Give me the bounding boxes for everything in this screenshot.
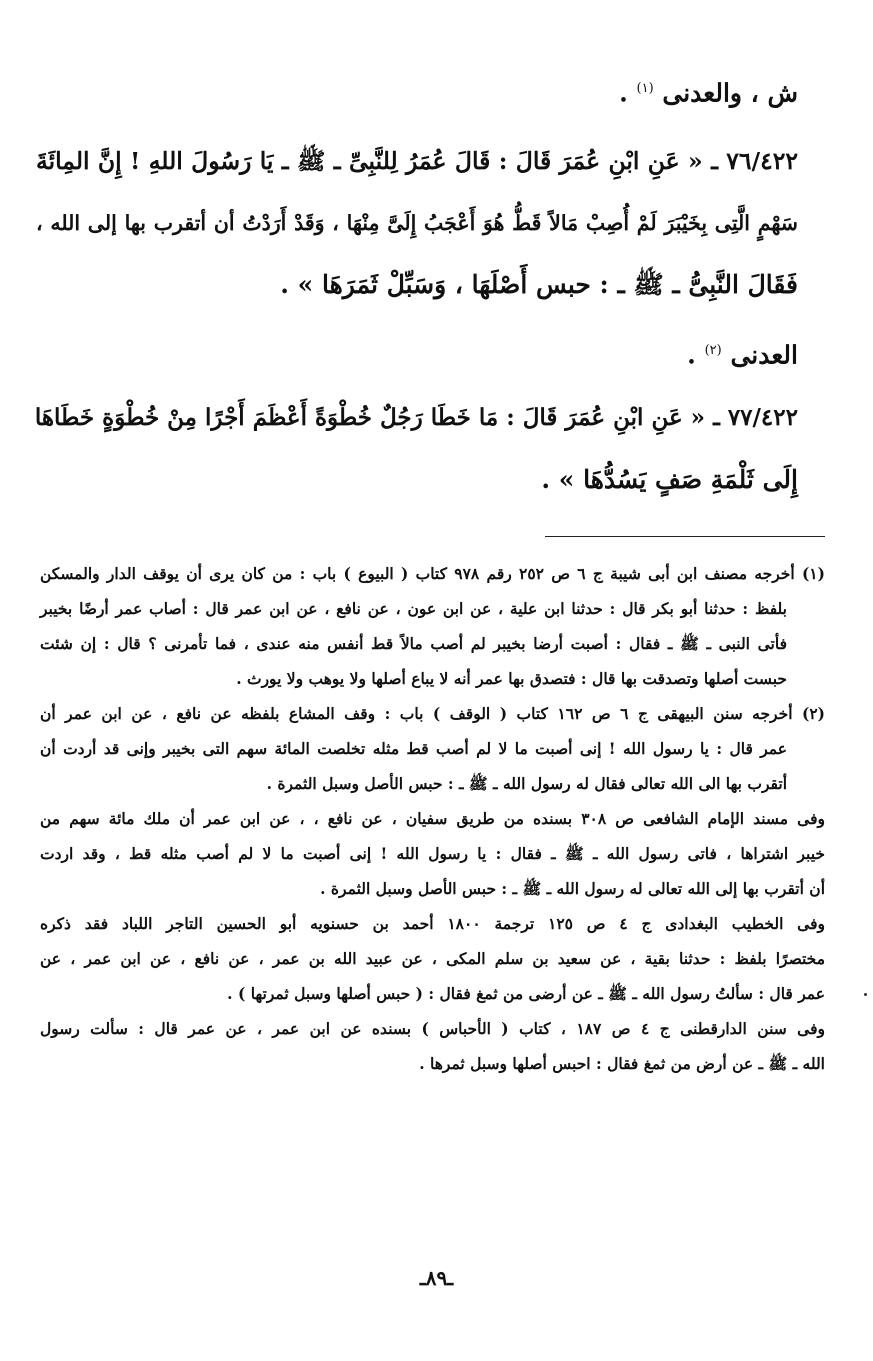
footnote-line: الله ـ ﷺ ـ عن أرض من ثمغ فقال : احبس أصلها وسبل ثمرها . (419, 1054, 825, 1073)
source-line-2-end: . (687, 340, 696, 370)
footnote-line: وفى مسند الإمام الشافعى ص ٣٠٨ بسنده من طريق سفيان ، عن نافع ، ، عن ابن عمر أن ملك مائة سهم من (40, 809, 825, 828)
footnotes (40, 556, 825, 1081)
footnote-ref-2: (٢) (704, 343, 722, 359)
source-line-2 (36, 320, 798, 386)
hadith-76-line: ٧٦/٤٢٢ ـ « عَنِ ابْنِ عُمَرَ قَالَ : قَالَ عُمَرُ لِلنَّبِىِّ ـ ﷺ ـ يَا رَسُولَ اللهِ ! إِنَّ المِائَةَ (36, 147, 798, 176)
hadith-77 (36, 387, 798, 511)
scan-speck (864, 993, 867, 996)
footnote-shafii (40, 801, 825, 906)
hadith-76-line: سَهْمٍ الَّتِى بِخَيْبَرَ لَمْ أُصِبْ مَالاً قَطُّ هُوَ أَعْجَبُ إِلَىَّ مِنْهَا ، وَقَدْ أَرَدْتُ أن أتقرب بها إلى الله ، (36, 211, 798, 236)
main-text (36, 58, 798, 511)
footnote-line: مختصرًا بلفظ : حدثنا بقية ، عن سعيد بن سلم المكى ، عن عبيد الله بن عمر ، عن نافع ، عن ابن عمر ، عن (40, 949, 825, 968)
footnote-line: عمر قال : يا رسول الله ! إنى أصبت ما لا لم أصب قط مثله تخلصت المائة سهم التى بخيبر وإنى قد أردت أن (40, 739, 788, 758)
hadith-77-line: ٧٧/٤٢٢ ـ « عَنِ ابْنِ عُمَرَ قَالَ : مَا خَطَا رَجُلٌ خُطْوَةً أَعْظَمَ أَجْرًا مِنْ خُطْوَةٍ خَطَاهَا (34, 403, 798, 431)
source-line-2-text: العدنى (730, 340, 798, 370)
footnote-line: عمر قال : سألتُ رسول الله ـ ﷺ ـ عن أرضى من ثمغ فقال : ( حبس أصلها وسبل ثمرتها ) . (227, 984, 825, 1003)
footnote-line: حبست أصلها وتصدقت بها قال : فتصدق بها عمر أنه لا يباع أصلها ولا يوهب ولا يورث . (236, 669, 787, 688)
footnote-line: خيبر اشتراها ، فاتى رسول الله ـ ﷺ ـ فقال : يا رسول الله ! إنى أصبت ما لا لم أصب مثله قط ، وقد اردت (40, 844, 825, 863)
footnote-line: وفى سنن الدارقطنى ج ٤ ص ١٨٧ ، كتاب ( الأحباس ) بسنده عن ابن عمر ، عن عمر قال : سألت رسول (40, 1019, 825, 1038)
footnote-line: فأتى النبى ـ ﷺ ـ فقال : أصبت أرضا بخيبر لم أصب مالاً قط أنفس منه عندى ، فما تأمرنى ؟ قال : إن شئت (40, 634, 787, 653)
footnote-line: أن أتقرب بها إلى الله تعالى له رسول الله ـ ﷺ ـ : حبس الأصل وسبل الثمرة . (320, 879, 825, 898)
footnote-ref-1: (١) (636, 81, 654, 96)
footnote-divider (545, 536, 825, 537)
footnote-line: أتقرب بها الى الله تعالى فقال له رسول الله ـ ﷺ ـ : حبس الأصل وسبل الثمرة . (266, 774, 787, 793)
footnote-1 (40, 556, 825, 696)
footnote-line: وفى الخطيب البغدادى ج ٤ ص ١٢٥ ترجمة ١٨٠٠ أحمد بن حسنويه أبو الحسين التاجر اللباد فقد ذكره (40, 914, 825, 933)
page-number: ـ٨٩ـ (419, 1266, 454, 1290)
source-line-1-end: . (619, 78, 628, 108)
footnote-khatib (40, 906, 825, 1011)
footnote-2 (40, 696, 825, 801)
source-line-1-text: ش ، والعدنى (662, 78, 798, 108)
footnote-daraqutni (40, 1011, 825, 1081)
source-line-1 (36, 58, 798, 124)
hadith-76-line: فَقَالَ النَّبِىُّ ـ ﷺ ـ : حبس أَصْلَهَا ، وَسَبِّلْ ثَمَرَهَا » . (280, 270, 798, 300)
footnote-line: (١) أخرجه مصنف ابن أبى شيبة ج ٦ ص ٢٥٢ رقم ٩٧٨ كتاب ( البيوع ) باب : من كان يرى أن يوقف الدار والمسكن (40, 564, 825, 583)
hadith-77-line: إِلَى ثَلْمَةِ صَفٍ يَسُدُّهَا » . (541, 464, 798, 494)
footnote-line: بلفظ : حدثنا أبو بكر قال : حدثنا ابن علية ، عن ابن عون ، عن نافع ، عن ابن عمر قال : أصاب عمر أرضًا بخيبر (40, 599, 787, 618)
footnote-line: (٢) أخرجه سنن البيهقى ج ٦ ص ١٦٢ كتاب ( الوقف ) باب : وقف المشاع بلفظه عن نافع ، عن ابن عمر أن (40, 704, 825, 723)
hadith-76 (36, 130, 798, 316)
